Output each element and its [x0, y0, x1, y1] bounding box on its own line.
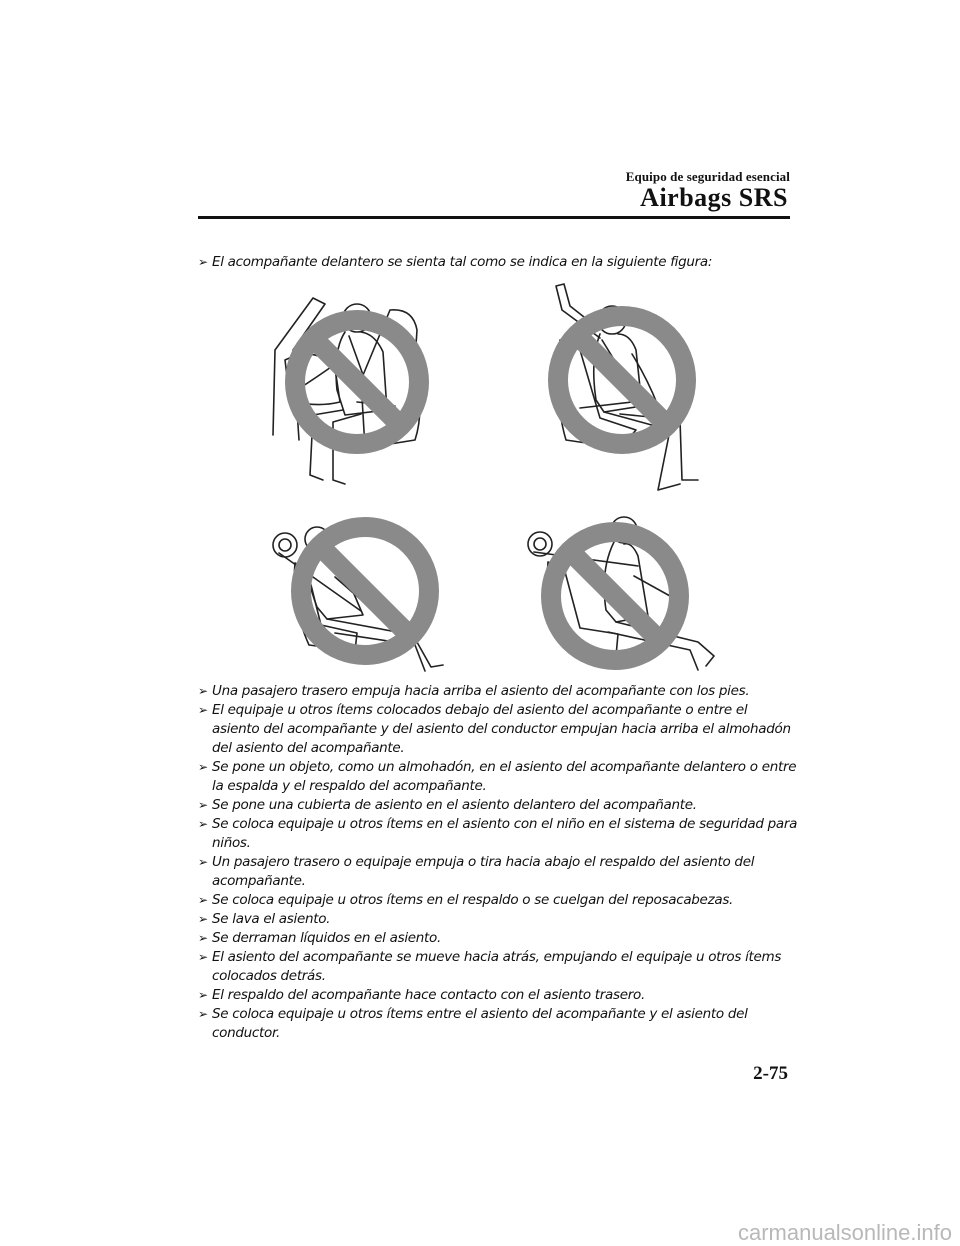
list-item — [198, 815, 798, 853]
figure-arm-raised — [540, 280, 710, 495]
list-item-text: Se coloca equipaje u otros ítems en el asiento con el niño en el sistema de seguridad para niños. — [212, 816, 798, 851]
bullet-icon: ➢ — [198, 817, 208, 831]
list-item-text: Se coloca equipaje u otros ítems en el respaldo o se cuelgan del reposacabezas. — [212, 892, 734, 908]
list-item-text: Se pone un objeto, como un almohadón, en el asiento del acompañante delantero o entre la espalda y el respaldo del acompañante. — [212, 759, 797, 794]
list-item — [198, 1005, 798, 1043]
watermark: carmanualsonline.info — [737, 1220, 952, 1245]
header-rule — [198, 216, 790, 219]
list-item-text: El respaldo del acompañante hace contacto con el asiento trasero. — [212, 987, 645, 1003]
list-item — [198, 929, 798, 948]
list-item — [198, 682, 798, 701]
figure-reclined-stretched — [520, 510, 720, 685]
list-item — [198, 948, 798, 986]
page-title: Airbags SRS — [640, 183, 788, 212]
intro-text: El acompañante delantero se sienta tal como se indica en la siguiente figura: — [212, 254, 713, 270]
list-item-text: Se derraman líquidos en el asiento. — [212, 930, 441, 946]
bullet-icon: ➢ — [198, 255, 208, 269]
bullet-icon: ➢ — [198, 950, 208, 964]
list-item-text: El asiento del acompañante se mueve hacia atrás, empujando el equipaje u otros ítems colocados detrás. — [212, 949, 782, 984]
bullet-icon: ➢ — [198, 798, 208, 812]
page-number: 2-75 — [753, 1063, 788, 1084]
bullet-icon: ➢ — [198, 1007, 208, 1021]
bullet-icon: ➢ — [198, 931, 208, 945]
bullet-icon: ➢ — [198, 988, 208, 1002]
bullet-icon: ➢ — [198, 760, 208, 774]
section-heading: Equipo de seguridad esencial — [625, 169, 790, 184]
list-item-text: Un pasajero trasero o equipaje empuja o tira hacia abajo el respaldo del asiento del acompañante. — [212, 854, 755, 889]
bullet-icon: ➢ — [198, 855, 208, 869]
list-item-text: Se lava el asiento. — [212, 911, 331, 927]
list-item — [198, 701, 798, 758]
bullet-icon: ➢ — [198, 912, 208, 926]
list-item-text: Se coloca equipaje u otros ítems entre el asiento del acompañante y el asiento del conductor. — [212, 1006, 748, 1041]
list-item — [198, 891, 798, 910]
list-item — [198, 986, 798, 1005]
intro-line — [198, 252, 798, 272]
list-item — [198, 910, 798, 929]
bullet-icon: ➢ — [198, 684, 208, 698]
list-item-text: Se pone una cubierta de asiento en el asiento delantero del acompañante. — [212, 797, 697, 813]
no-sign-icon — [301, 527, 429, 655]
list-item — [198, 758, 798, 796]
figure-leaning-forward — [265, 290, 435, 490]
figure-reclined-door — [265, 515, 455, 685]
bullet-icon: ➢ — [198, 703, 208, 717]
bullet-icon: ➢ — [198, 893, 208, 907]
no-sign-icon — [551, 532, 679, 660]
list-item-text: Una pasajero trasero empuja hacia arriba el asiento del acompañante con los pies. — [212, 683, 750, 699]
list-item-text: El equipaje u otros ítems colocados debajo del asiento del acompañante o entre el asiento del acompañante y del asiento del conductor empujan hacia arriba el almohadón del asiento del acompañante. — [212, 702, 791, 756]
list-item — [198, 796, 798, 815]
condition-list — [198, 682, 798, 1043]
list-item — [198, 853, 798, 891]
no-sign-icon — [295, 320, 419, 444]
